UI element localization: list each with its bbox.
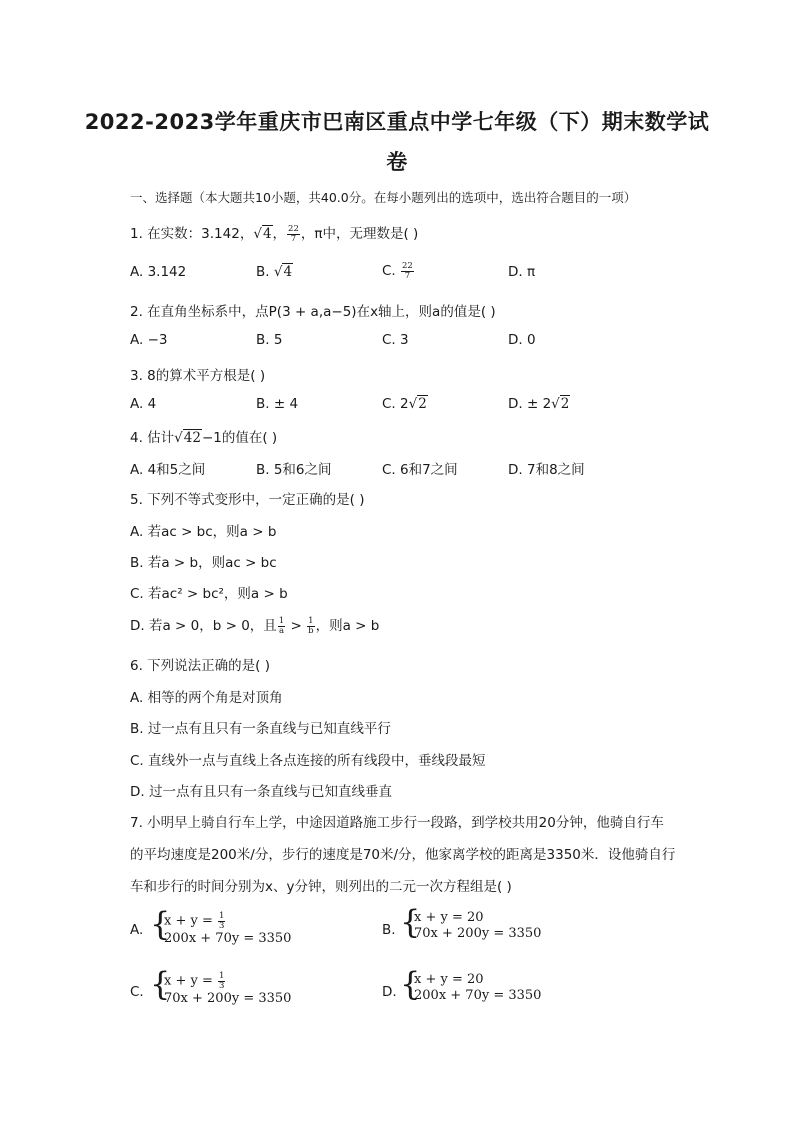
- frac-den: a: [278, 625, 285, 636]
- q2-option-c[interactable]: C. 3: [382, 332, 409, 348]
- eq-text: x + y =: [164, 973, 213, 989]
- q7-option-a-label[interactable]: A.: [130, 922, 144, 938]
- q3-option-c[interactable]: [382, 396, 428, 412]
- fraction: [401, 262, 414, 280]
- q4-option-c[interactable]: C. 6和7之间: [382, 462, 458, 478]
- q4-text-post: −1的值在( ): [201, 430, 278, 446]
- frac-num: 1: [278, 616, 285, 626]
- frac-den: 7: [287, 234, 300, 244]
- question-6-stem: 6. 下列说法正确的是( ): [130, 658, 270, 674]
- frac-num: 1: [219, 911, 225, 921]
- option-label: D. ± 2: [508, 396, 552, 412]
- sqrt-symbol: √4: [273, 264, 293, 280]
- q2-option-d[interactable]: D. 0: [508, 332, 536, 348]
- exam-title-line1: 2022-2023学年重庆市巴南区重点中学七年级（下）期末数学试: [84, 110, 710, 134]
- option-text-post: ，则a > b: [315, 618, 380, 634]
- q5-option-c[interactable]: C. 若ac² > bc²，则a > b: [130, 586, 288, 602]
- brace-symbol: {: [400, 965, 421, 1003]
- radicand: 4: [283, 264, 293, 280]
- question-7-line1: 7. 小明早上骑自行车上学，中途因道路施工步行一段路，到学校共用20分钟，他骑自行车: [130, 815, 664, 831]
- frac-num: 22: [402, 261, 413, 271]
- fraction: [307, 617, 314, 635]
- q1-text-post: ，π中，无理数是( ): [300, 226, 419, 242]
- q5-option-b[interactable]: B. 若a > b，则ac > bc: [130, 555, 277, 571]
- brace-symbol: {: [400, 903, 421, 941]
- q1-text-pre: 1. 在实数：3.142，: [130, 226, 254, 242]
- radicand: 2: [560, 396, 570, 412]
- q4-radicand: 42: [183, 430, 201, 446]
- frac-den: 3: [219, 920, 225, 931]
- q1-fraction: [287, 225, 300, 243]
- q5-option-d[interactable]: [130, 614, 379, 635]
- brace-symbol: {: [150, 965, 171, 1003]
- frac-num: 1: [308, 616, 314, 626]
- frac-den: 3: [219, 980, 225, 991]
- question-7-line2: 的平均速度是200米/分，步行的速度是70米/分，他家离学校的距离是3350米．设他骑自行: [130, 847, 676, 863]
- fraction: [218, 972, 225, 990]
- radicand: 2: [418, 396, 427, 412]
- q1-option-b[interactable]: [256, 264, 293, 280]
- question-7-line3: 车和步行的时间分别为x、y分钟，则列出的二元一次方程组是( ): [130, 879, 512, 895]
- option-label: C. 2: [382, 396, 409, 412]
- equation-2: 200x + 70y = 3350: [414, 988, 542, 1003]
- question-1-stem: [130, 222, 418, 243]
- section-heading: 一、选择题（本大题共10小题，共40.0分。在每小题列出的选项中，选出符合题目的一项）: [130, 190, 637, 205]
- q2-option-a[interactable]: A. −3: [130, 332, 168, 348]
- equation-1: [164, 912, 226, 930]
- equation-2: 200x + 70y = 3350: [164, 931, 292, 946]
- q1-comma: ，: [272, 226, 287, 242]
- q6-option-d[interactable]: D. 过一点有且只有一条直线与已知直线垂直: [130, 784, 392, 800]
- exam-title-line2: 卷: [386, 150, 408, 174]
- question-4-stem: [130, 426, 277, 446]
- sqrt-symbol: √2: [408, 396, 427, 412]
- sqrt-symbol: √2: [551, 396, 570, 412]
- option-label: B.: [256, 264, 274, 280]
- frac-den: b: [308, 625, 314, 636]
- option-label: C.: [382, 263, 401, 279]
- q4-option-d[interactable]: D. 7和8之间: [508, 462, 585, 478]
- q3-option-d[interactable]: [508, 396, 570, 412]
- q4-option-a[interactable]: A. 4和5之间: [130, 462, 206, 478]
- option-text-mid: >: [286, 618, 307, 634]
- question-5-stem: 5. 下列不等式变形中，一定正确的是( ): [130, 492, 365, 508]
- q7-option-b-label[interactable]: B.: [382, 922, 396, 938]
- q7-option-d-label[interactable]: D.: [382, 984, 397, 1000]
- q1-radicand: 4: [262, 226, 272, 242]
- equation-2: 70x + 200y = 3350: [164, 991, 292, 1006]
- brace-symbol: {: [150, 905, 171, 943]
- fraction: [218, 912, 225, 930]
- q4-option-b[interactable]: B. 5和6之间: [256, 462, 332, 478]
- fraction: [278, 617, 285, 635]
- q1-option-a[interactable]: A. 3.142: [130, 264, 187, 280]
- frac-num: 1: [219, 971, 225, 981]
- q4-text-pre: 4. 估计: [130, 430, 175, 446]
- q3-option-a[interactable]: A. 4: [130, 396, 157, 412]
- question-3-stem: 3. 8的算术平方根是( ): [130, 368, 266, 384]
- question-2-stem: 2. 在直角坐标系中，点P(3 + a,a−5)在x轴上，则a的值是( ): [130, 304, 496, 320]
- option-text-pre: D. 若a > 0，b > 0，且: [130, 618, 277, 634]
- equation-1: x + y = 20: [414, 972, 484, 987]
- q1-option-c[interactable]: [382, 262, 415, 280]
- q2-option-b[interactable]: B. 5: [256, 332, 283, 348]
- q3-option-b[interactable]: B. ± 4: [256, 396, 299, 412]
- frac-num: 22: [288, 224, 299, 234]
- q6-option-c[interactable]: C. 直线外一点与直线上各点连接的所有线段中，垂线段最短: [130, 753, 486, 769]
- q6-option-a[interactable]: A. 相等的两个角是对顶角: [130, 690, 283, 706]
- q5-option-a[interactable]: A. 若ac > bc，则a > b: [130, 524, 277, 540]
- q6-option-b[interactable]: B. 过一点有且只有一条直线与已知直线平行: [130, 721, 391, 737]
- sqrt-symbol: √4: [253, 226, 272, 242]
- equation-1: x + y = 20: [414, 910, 484, 925]
- sqrt-symbol: √42: [174, 430, 201, 446]
- eq-text: x + y =: [164, 913, 213, 929]
- q7-option-c-label[interactable]: C.: [130, 984, 144, 1000]
- q1-option-d[interactable]: D. π: [508, 264, 536, 280]
- frac-den: 7: [401, 271, 414, 281]
- equation-2: 70x + 200y = 3350: [414, 926, 542, 941]
- equation-1: [164, 972, 226, 990]
